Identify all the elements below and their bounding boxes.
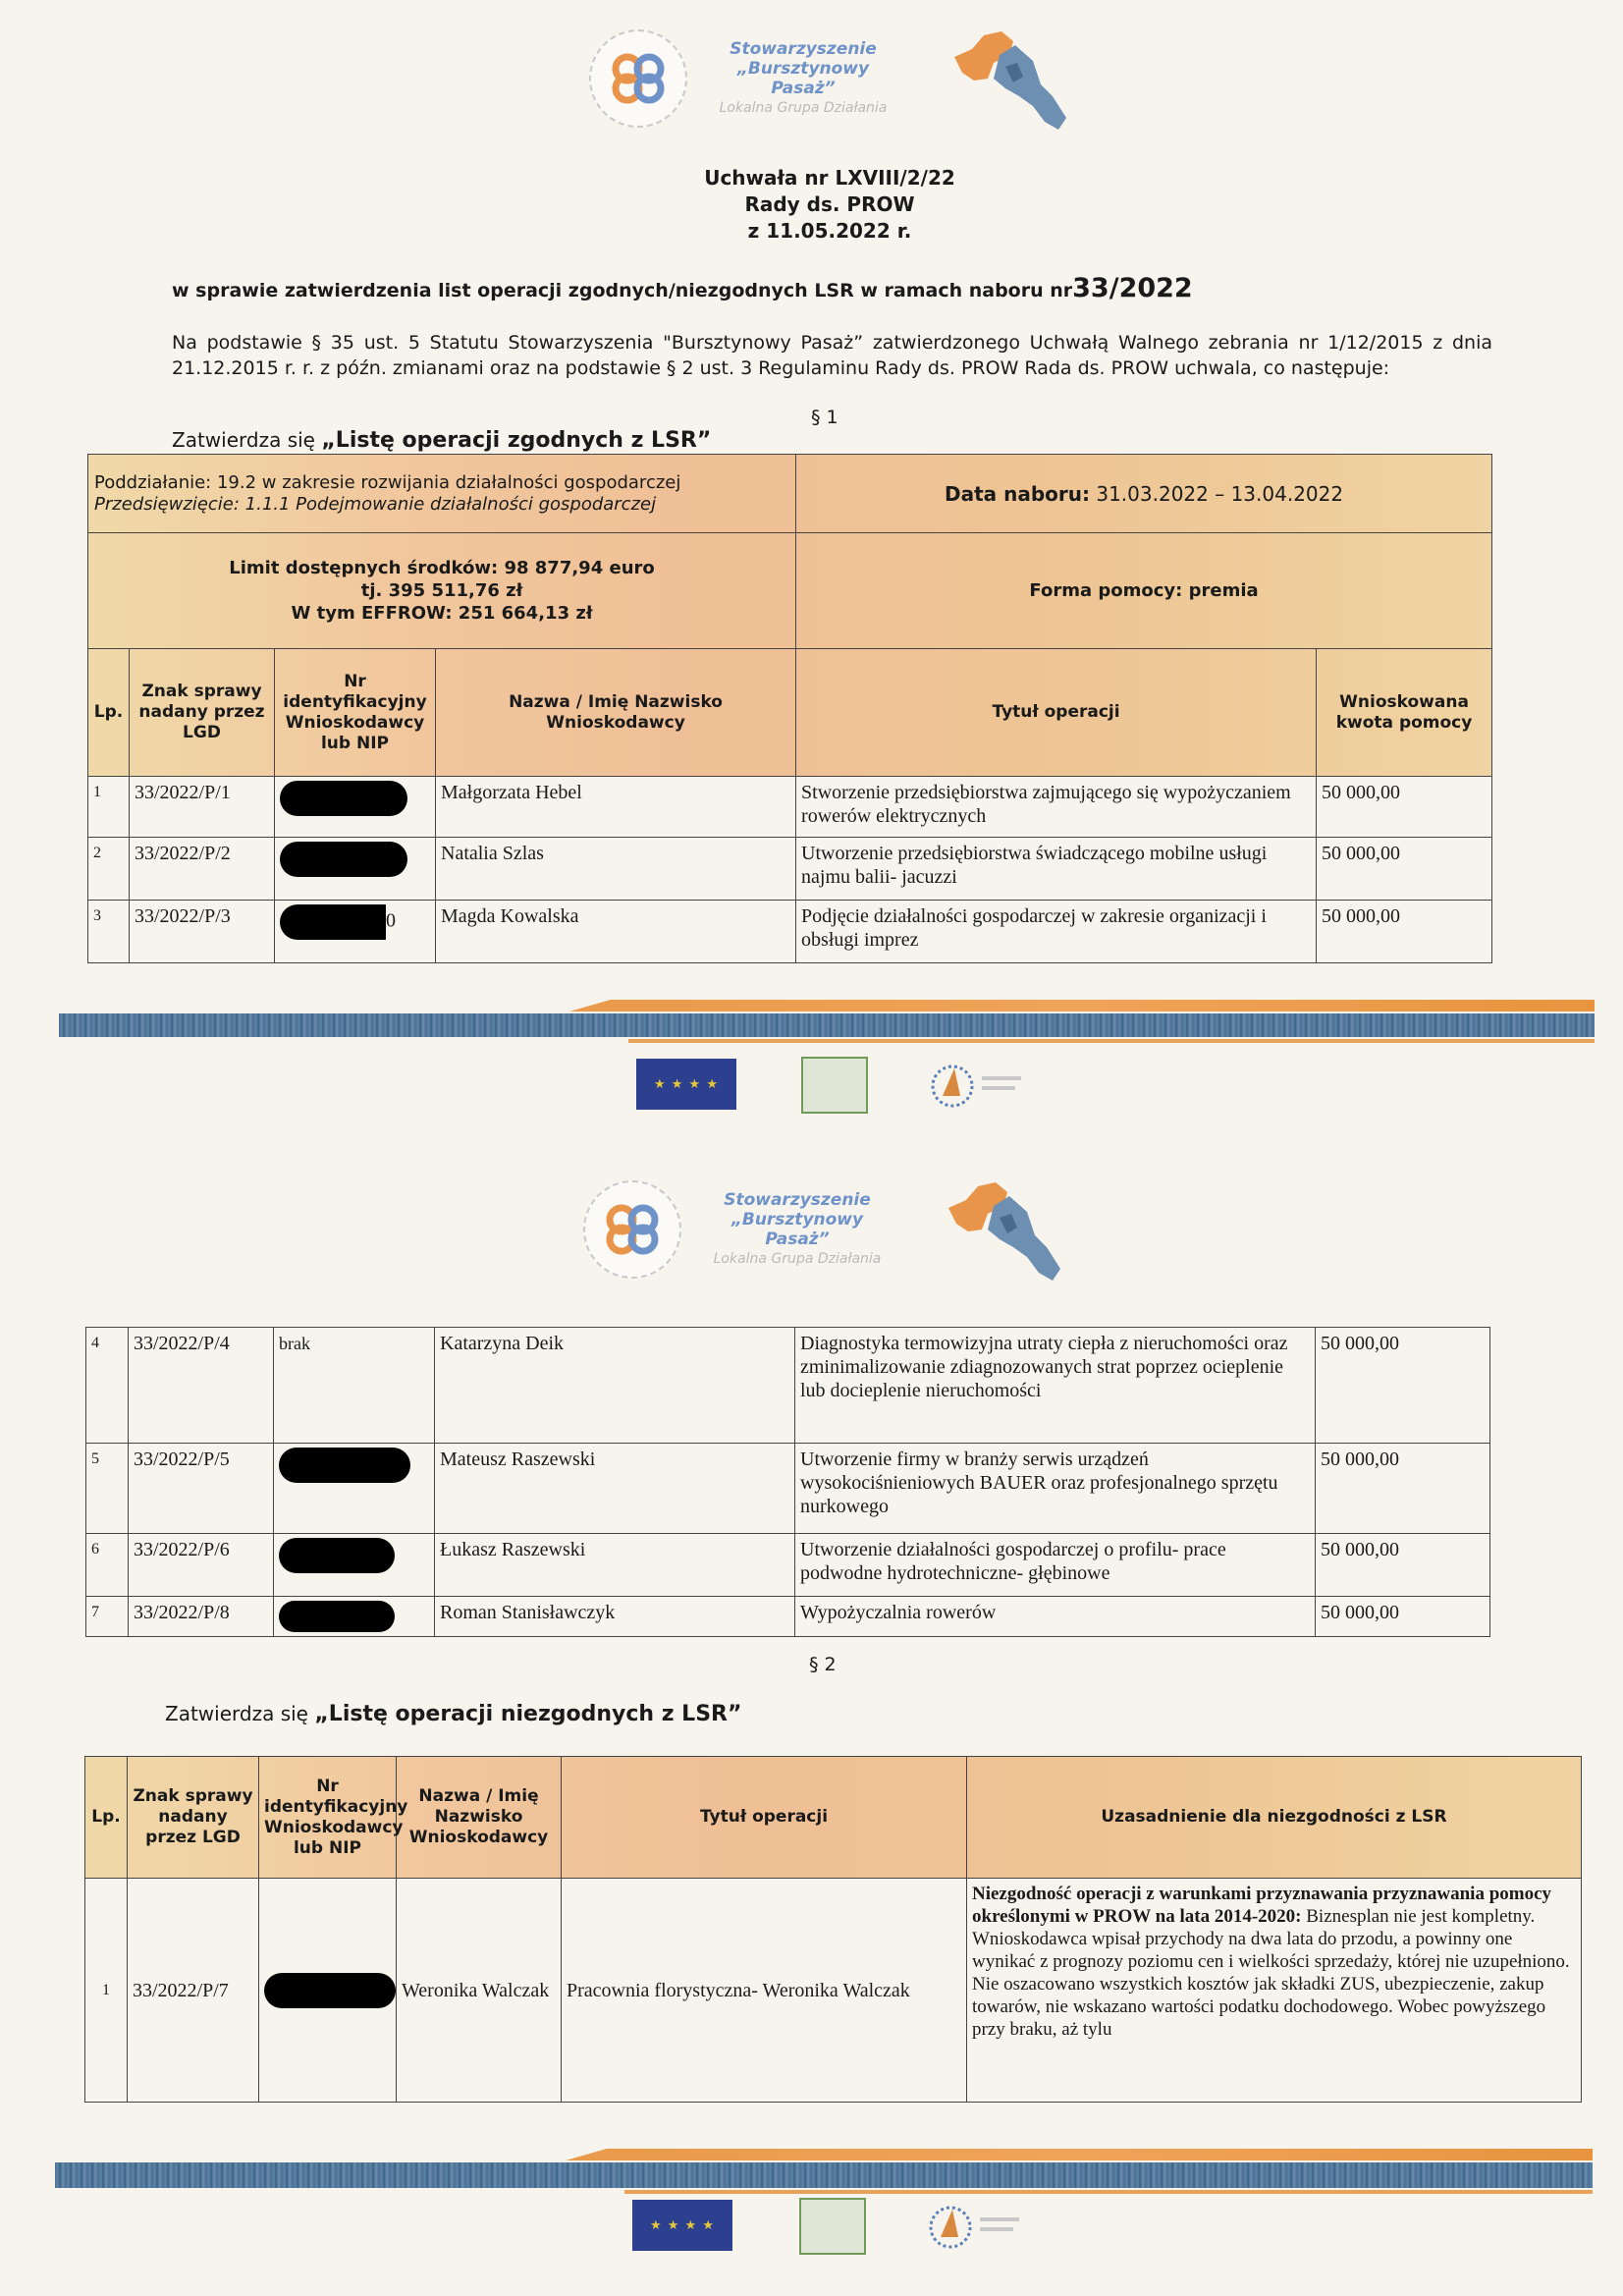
info-cell-date [796,455,1492,533]
cell-znak: 33/2022/P/6 [129,1534,274,1597]
cell-nazwa: Roman Stanisławczyk [435,1597,795,1637]
association-name-line3: Lokalna Grupa Działania [713,1251,882,1267]
section-2-approve [165,1702,741,1726]
cell-nazwa: Mateusz Raszewski [435,1444,795,1534]
uzasadnienie-bold: Niezgodność operacji z warunkami przyznawania przyznawania pomocy określonymi w PROW na lata 2014-2020: [972,1884,1552,1927]
info-cell-measure [88,455,796,533]
cell-nazwa: Łukasz Raszewski [435,1534,795,1597]
bp-emblem-icon [604,49,673,108]
nr-suffix: 0 [386,909,396,932]
table-row [88,901,1492,963]
poddzialanie: Poddziałanie: 19.2 w zakresie rozwijania działalności gospodarczej [94,471,681,493]
col-nazwa: Nazwa / Imię Nazwisko Wnioskodawcy [436,649,796,777]
cell-tytul: Utworzenie przedsiębiorstwa świadczącego mobilne usługi najmu balii- jacuzzi [796,838,1317,901]
cell-tytul: Utworzenie firmy w branży serwis urządzeń wysokociśnieniowych BAUER oraz profesjonalnego sprzętu nurkowego [795,1444,1316,1534]
cell-nr [275,838,436,901]
redaction-mark [280,842,407,877]
col-znak: Znak sprawy nadany przez LGD [128,1757,259,1879]
leader-logo-icon [801,1057,868,1114]
association-name-line2: „Bursztynowy Pasaż” [730,1210,864,1249]
association-emblem [589,29,687,128]
association-name [705,39,901,118]
association-name [699,1190,895,1269]
cell-znak: 33/2022/P/5 [129,1444,274,1534]
info-row-1 [88,455,1492,533]
funding-logos-1 [636,1057,1049,1114]
cell-lp: 4 [86,1328,129,1444]
footer-band-2 [55,2149,1593,2198]
footer-orange-stripe [569,1000,1595,1011]
cell-nazwa: Katarzyna Deik [435,1328,795,1444]
info-cell-forma: Forma pomocy: premia [796,533,1492,649]
footer-blue-stripe [59,1013,1595,1037]
cell-nr [259,1879,397,2103]
cell-nr [274,1444,435,1534]
approve-prefix: Zatwierdza się [165,1702,315,1725]
table-row [86,1597,1490,1637]
cell-znak: 33/2022/P/7 [128,1879,259,2103]
cell-znak: 33/2022/P/8 [129,1597,274,1637]
association-name-line2: „Bursztynowy Pasaż” [736,59,870,98]
approve-prefix: Zatwierdza się [172,428,322,452]
funding-logos-2 [632,2198,1045,2255]
eu-flag-icon: ★ ★ ★ ★ [632,2200,732,2251]
cell-nr [274,1597,435,1637]
col-nr: Nr identyfikacyjny Wnioskodawcy lub NIP [275,649,436,777]
association-name-line3: Lokalna Grupa Działania [719,100,888,116]
cell-znak: 33/2022/P/1 [130,777,275,838]
redaction-mark [264,1973,396,2008]
cell-nr [274,1534,435,1597]
redaction-mark [279,1601,395,1632]
cell-nazwa: Magda Kowalska [436,901,796,963]
association-name-line1: Stowarzyszenie [730,39,877,59]
section-2-mark: § 2 [809,1654,837,1675]
cell-lp: 6 [86,1534,129,1597]
cell-znak: 33/2022/P/2 [130,838,275,901]
eu-flag-icon: ★ ★ ★ ★ [636,1059,736,1110]
cell-tytul: Utworzenie działalności gospodarczej o profilu- prace podwodne hydrotechniczne- głębinowe [795,1534,1316,1597]
cell-nr: brak [274,1328,435,1444]
col-nr: Nr identyfikacyjny Wnioskodawcy lub NIP [259,1757,397,1879]
letterhead-top [589,27,1100,143]
cell-lp: 7 [86,1597,129,1637]
cell-lp: 5 [86,1444,129,1534]
noncompliant-operations-table [84,1756,1582,2103]
table-row [86,1534,1490,1597]
section-1-approve [172,428,711,453]
footer-band-1 [59,1000,1595,1047]
table-row [88,838,1492,901]
cell-kwota: 50 000,00 [1316,1597,1490,1637]
footer-orange-thin [624,2190,1593,2194]
cell-znak: 33/2022/P/3 [130,901,275,963]
data-naboru-label: Data naboru: [944,481,1090,506]
col-tytul: Tytuł operacji [796,649,1317,777]
cell-uzasadnienie [967,1879,1582,2103]
col-lp: Lp. [88,649,130,777]
limit-line2: tj. 395 511,76 zł [360,580,523,601]
cell-znak: 33/2022/P/4 [129,1328,274,1444]
table-row [88,777,1492,838]
col-uzasadnienie: Uzasadnienie dla niezgodności z LSR [967,1757,1582,1879]
cell-lp: 1 [88,777,130,838]
table-row [86,1328,1490,1444]
col-znak: Znak sprawy nadany przez LGD [130,649,275,777]
footer-orange-stripe [566,2149,1593,2160]
cell-tytul: Podjęcie działalności gospodarczej w zakresie organizacji i obsługi imprez [796,901,1317,963]
preamble: Na podstawie § 35 ust. 5 Statutu Stowarzyszenia "Bursztynowy Pasaż” zatwierdzonego Uchwałą Walnego zebrania nr 1/12/2015 z dnia 21.12.2015 r. r. z późn. zmianami oraz na podstawie § 2 ust. 3 Regulaminu Rady ds. PROW Rada ds. PROW uchwala, co następuje: [172,332,1492,379]
subject-text: w sprawie zatwierdzenia list operacji zgodnych/niezgodnych LSR w ramach naboru nr [172,280,1073,301]
info-cell-limit [88,533,796,649]
prow-logo-icon [925,2198,1033,2253]
cell-nazwa: Weronika Walczak [397,1879,562,2103]
compliant-operations-table [87,454,1492,963]
resolution-number: Uchwała nr LXVIII/2/22 [704,166,955,190]
table-header-row [85,1757,1582,1879]
prow-logo-icon [927,1057,1035,1112]
col-kwota: Wnioskowana kwota pomocy [1317,649,1492,777]
col-tytul: Tytuł operacji [562,1757,967,1879]
cell-nazwa: Małgorzata Hebel [436,777,796,838]
bp-emblem-icon [598,1200,667,1259]
association-name-line1: Stowarzyszenie [724,1190,871,1210]
resolution-body: Rady ds. PROW [744,192,915,216]
cell-kwota: 50 000,00 [1317,777,1492,838]
cell-tytul: Diagnostyka termowizyjna utraty ciepła z nieruchomości oraz zminimalizowanie zdiagnozowanych strat poprzez ocieplenie lub docieplenie nieruchomości [795,1328,1316,1444]
section-1-mark: § 1 [811,407,839,428]
cell-kwota: 50 000,00 [1317,838,1492,901]
redaction-mark [279,1538,395,1573]
cell-nr [275,777,436,838]
data-naboru-value: 31.03.2022 – 13.04.2022 [1090,481,1344,506]
info-row-2 [88,533,1492,649]
compliant-operations-table-continued [85,1327,1490,1637]
region-map-icon [939,1178,1076,1294]
resolution-header [491,165,1168,245]
limit-line3: W tym EFFROW: 251 664,13 zł [291,603,593,624]
limit-line1: Limit dostępnych środków: 98 877,94 euro [229,558,655,578]
cell-tytul: Wypożyczalnia rowerów [795,1597,1316,1637]
cell-kwota: 50 000,00 [1316,1328,1490,1444]
approve-list-name: „Listę operacji niezgodnych z LSR” [314,1702,742,1726]
cell-tytul: Pracownia florystyczna- Weronika Walczak [562,1879,967,2103]
redaction-mark [280,904,386,940]
leader-logo-icon [799,2198,866,2255]
cell-lp: 2 [88,838,130,901]
resolution-date: z 11.05.2022 r. [747,219,912,243]
col-lp: Lp. [85,1757,128,1879]
footer-orange-thin [628,1039,1595,1043]
region-map-icon [945,27,1082,143]
cell-kwota: 50 000,00 [1316,1534,1490,1597]
table-row [86,1444,1490,1534]
association-emblem [583,1180,681,1279]
table-row [85,1879,1582,2103]
col-nazwa: Nazwa / Imię Nazwisko Wnioskodawcy [397,1757,562,1879]
redaction-mark [280,781,407,816]
uzasadnienie-text: Biznesplan nie jest kompletny. Wnioskodawca wpisał przychody na dwa lata do przodu, a powinny one wynikać z prognozy poziomu cen i wielkości sprzedaży, której nie uzupełniono. Nie oszacowano wszystkich kosztów jak składki ZUS, ubezpieczenie, zakup towarów, nie wskazano wartości podatku dochodowego. Wobec powyższego przy braku, aż tylu [972,1906,1570,2040]
przedsiewziecie: Przedsięwzięcie: 1.1.1 Podejmowanie działalności gospodarczej [94,493,657,515]
subject-number: 33/2022 [1072,273,1193,303]
letterhead-page2 [583,1178,1094,1294]
cell-kwota: 50 000,00 [1317,901,1492,963]
approve-list-name: „Listę operacji zgodnych z LSR” [321,428,712,453]
resolution-subject [172,273,1546,303]
cell-nr [275,901,436,963]
cell-lp: 1 [85,1879,128,2103]
redaction-mark [279,1448,410,1483]
cell-tytul: Stworzenie przedsiębiorstwa zajmującego się wypożyczaniem rowerów elektrycznych [796,777,1317,838]
cell-nazwa: Natalia Szlas [436,838,796,901]
cell-lp: 3 [88,901,130,963]
footer-blue-stripe [55,2162,1593,2188]
table-header-row [88,649,1492,777]
cell-kwota: 50 000,00 [1316,1444,1490,1534]
